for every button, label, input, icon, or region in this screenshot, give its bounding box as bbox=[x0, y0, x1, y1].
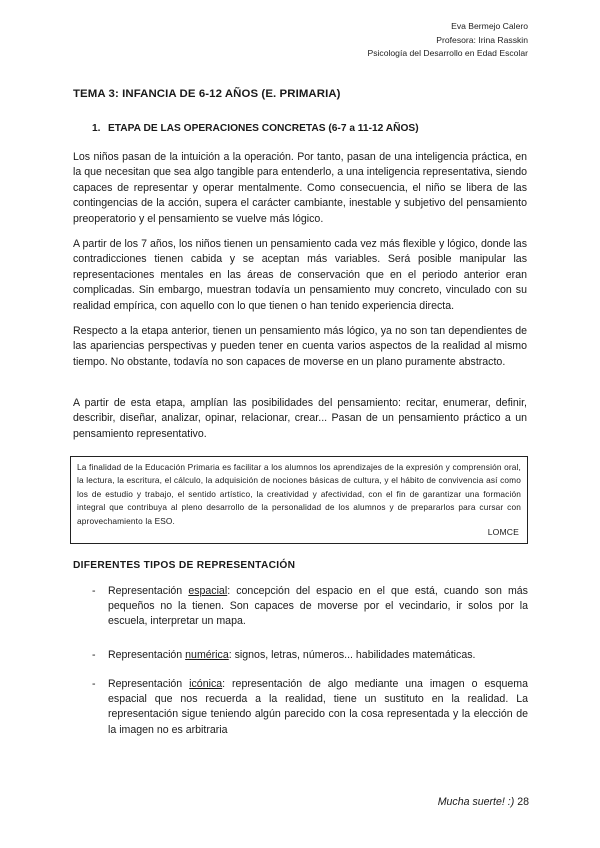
paragraph-2: A partir de los 7 años, los niños tienen un pensamiento cada vez más flexible y lógico, donde las contradicciones tienen cabida y se aceptan más variables. Será posible manipular las representaciones mentales en las áreas de conservación que en el periodo anterior eran complicadas. Sin embargo, muestran todavía un pensamiento muy concreto, vinculado con su realidad empírica, con aquello con lo que tienen o han tenido experiencia directa. bbox=[73, 238, 527, 312]
bullet-dash: - bbox=[92, 585, 96, 597]
representation-types-heading: DIFERENTES TIPOS DE REPRESENTACIÓN bbox=[73, 560, 296, 571]
bullet-text: : signos, letras, números... habilidades matemáticas. bbox=[228, 649, 476, 661]
list-item bbox=[92, 677, 528, 738]
professor-name: Profesora: Irina Rasskin bbox=[436, 34, 528, 45]
author-name: Eva Bermejo Calero bbox=[451, 21, 528, 31]
section-heading bbox=[92, 123, 419, 134]
list-item bbox=[92, 648, 528, 663]
quote-text: La finalidad de la Educación Primaria es facilitar a los alumnos los aprendizajes de la expresión y comprensión oral, la lectura, la escritura, el cálculo, la adquisición de nociones básicas de cultura, y el hábito de convivencia así como los de estudio y trabajo, el sentido artístico, la creatividad y afectividad, con el fin de garantizar una formación integral que contribuya al pleno desarrollo de la personalidad de los alumnos y de prepararlos para cursar con aprovechamiento la ESO. bbox=[77, 462, 521, 526]
bullet-prefix: Representación bbox=[108, 585, 189, 597]
quote-source: LOMCE bbox=[487, 526, 519, 537]
page-footer bbox=[438, 796, 529, 808]
paragraph-4: A partir de esta etapa, amplían las posibilidades del pensamiento: recitar, enumerar, definir, describir, diseñar, analizar, opinar, relacionar, crear... Pasan de un pensamiento práctico a un pensamiento representativo. bbox=[73, 397, 527, 440]
document-header bbox=[367, 20, 528, 61]
bullet-dash: - bbox=[92, 678, 96, 690]
bullet-prefix: Representación bbox=[108, 678, 190, 690]
bullet-term: icónica bbox=[189, 678, 223, 690]
list-item bbox=[92, 584, 528, 630]
quote-box bbox=[70, 456, 528, 544]
topic-title: TEMA 3: INFANCIA DE 6-12 AÑOS (E. PRIMARIA) bbox=[73, 88, 341, 100]
bullet-term: numérica bbox=[185, 649, 229, 661]
section-heading-text: ETAPA DE LAS OPERACIONES CONCRETAS (6-7 a 11-12 AÑOS) bbox=[108, 123, 419, 134]
footer-message: Mucha suerte! :) bbox=[437, 796, 515, 808]
page-number: 28 bbox=[517, 796, 529, 808]
bullet-dash: - bbox=[92, 649, 96, 661]
bullet-prefix: Representación bbox=[108, 649, 186, 661]
bullet-text: : representación de algo mediante una imagen o esquema espacial que nos recuerda a la realidad, tiene un sustituto en la realidad. La representación sigue teniendo algún parecido con la cosa representada y la elección de la imagen no es arbitraria bbox=[108, 678, 528, 736]
section-number: 1. bbox=[92, 123, 101, 134]
course-name: Psicología del Desarrollo en Edad Escolar bbox=[367, 48, 528, 58]
paragraph-1: Los niños pasan de la intuición a la operación. Por tanto, pasan de una inteligencia práctica, en la que necesitan que sea algo tangible para entenderlo, a una inteligencia representativa, siendo capaces de representar y operar mentalmente. Como consecuencia, el niño se libera de las contingencias de la acción, supera el carácter cambiante, inestable y subjetivo del pensamiento preoperatorio y el pensamiento se vuelve más lógico. bbox=[73, 151, 527, 225]
bullet-term: espacial bbox=[188, 585, 228, 597]
bullet-text: : concepción del espacio en el que está, cuando son más pequeños no la tienen. Son capaces de moverse por el vecindario, ir solos por la escuela, interpretar un mapa. bbox=[108, 585, 528, 628]
paragraph-3: Respecto a la etapa anterior, tienen un pensamiento más lógico, ya no son tan dependientes de las apariencias perspectivas y pueden tener en cuenta varios aspectos de la realidad al mismo tiempo. No obstante, todavía no son capaces de moverse en un plano puramente abstracto. bbox=[73, 325, 527, 368]
